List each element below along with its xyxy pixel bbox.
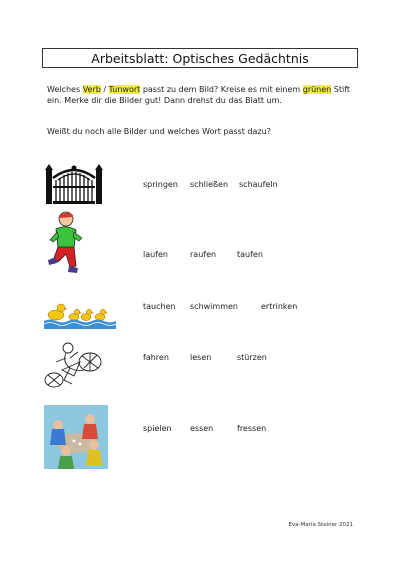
highlight-verb: Verb: [82, 85, 101, 94]
intro-text-3: Stift ein. Merke dir die Bilder gut! Dann drehst du das Blatt um.: [47, 85, 351, 105]
instructions: [47, 85, 362, 106]
exercise-row-1: [0, 158, 400, 208]
running-boy-icon: [44, 210, 84, 276]
exercise-row-5: [0, 405, 400, 469]
word-5-2[interactable]: essen: [190, 424, 214, 433]
word-5-3[interactable]: fressen: [237, 424, 267, 433]
word-3-2[interactable]: schwimmen: [190, 302, 238, 311]
word-4-2[interactable]: lesen: [190, 353, 212, 362]
word-1-1[interactable]: springen: [143, 180, 178, 189]
worksheet-title-text: Arbeitsblatt: Optisches Gedächtnis: [91, 50, 309, 66]
gate-icon: [44, 160, 104, 206]
word-2-2[interactable]: raufen: [190, 250, 217, 259]
intro-slash: /: [100, 85, 109, 94]
intro-text-2: passt zu dem Bild? Kreise es mit einem: [140, 85, 303, 94]
word-4-3[interactable]: stürzen: [237, 353, 267, 362]
children-playing-icon: [44, 405, 108, 469]
exercise-row-2: [0, 210, 400, 276]
exercise-row-4: [0, 340, 400, 392]
word-1-2[interactable]: schließen: [190, 180, 229, 189]
highlight-gruenen: grünen: [302, 85, 332, 94]
question-text: Weißt du noch alle Bilder und welches Wort passt dazu?: [47, 127, 271, 136]
highlight-tunwort: Tunwort: [108, 85, 141, 94]
word-4-1[interactable]: fahren: [143, 353, 169, 362]
word-5-1[interactable]: spielen: [143, 424, 172, 433]
author-credit: Eva-Maria Steiner 2021: [288, 522, 353, 528]
word-3-3[interactable]: ertrinken: [261, 302, 298, 311]
fallen-cyclist-icon: [44, 340, 110, 392]
word-2-1[interactable]: laufen: [143, 250, 169, 259]
ducks-icon: [44, 293, 116, 329]
worksheet-title: [42, 48, 358, 68]
intro-text-1: Welches: [47, 85, 83, 94]
word-2-3[interactable]: taufen: [237, 250, 263, 259]
word-3-1[interactable]: tauchen: [143, 302, 176, 311]
word-1-3[interactable]: schaufeln: [239, 180, 278, 189]
exercise-row-3: [0, 291, 400, 331]
